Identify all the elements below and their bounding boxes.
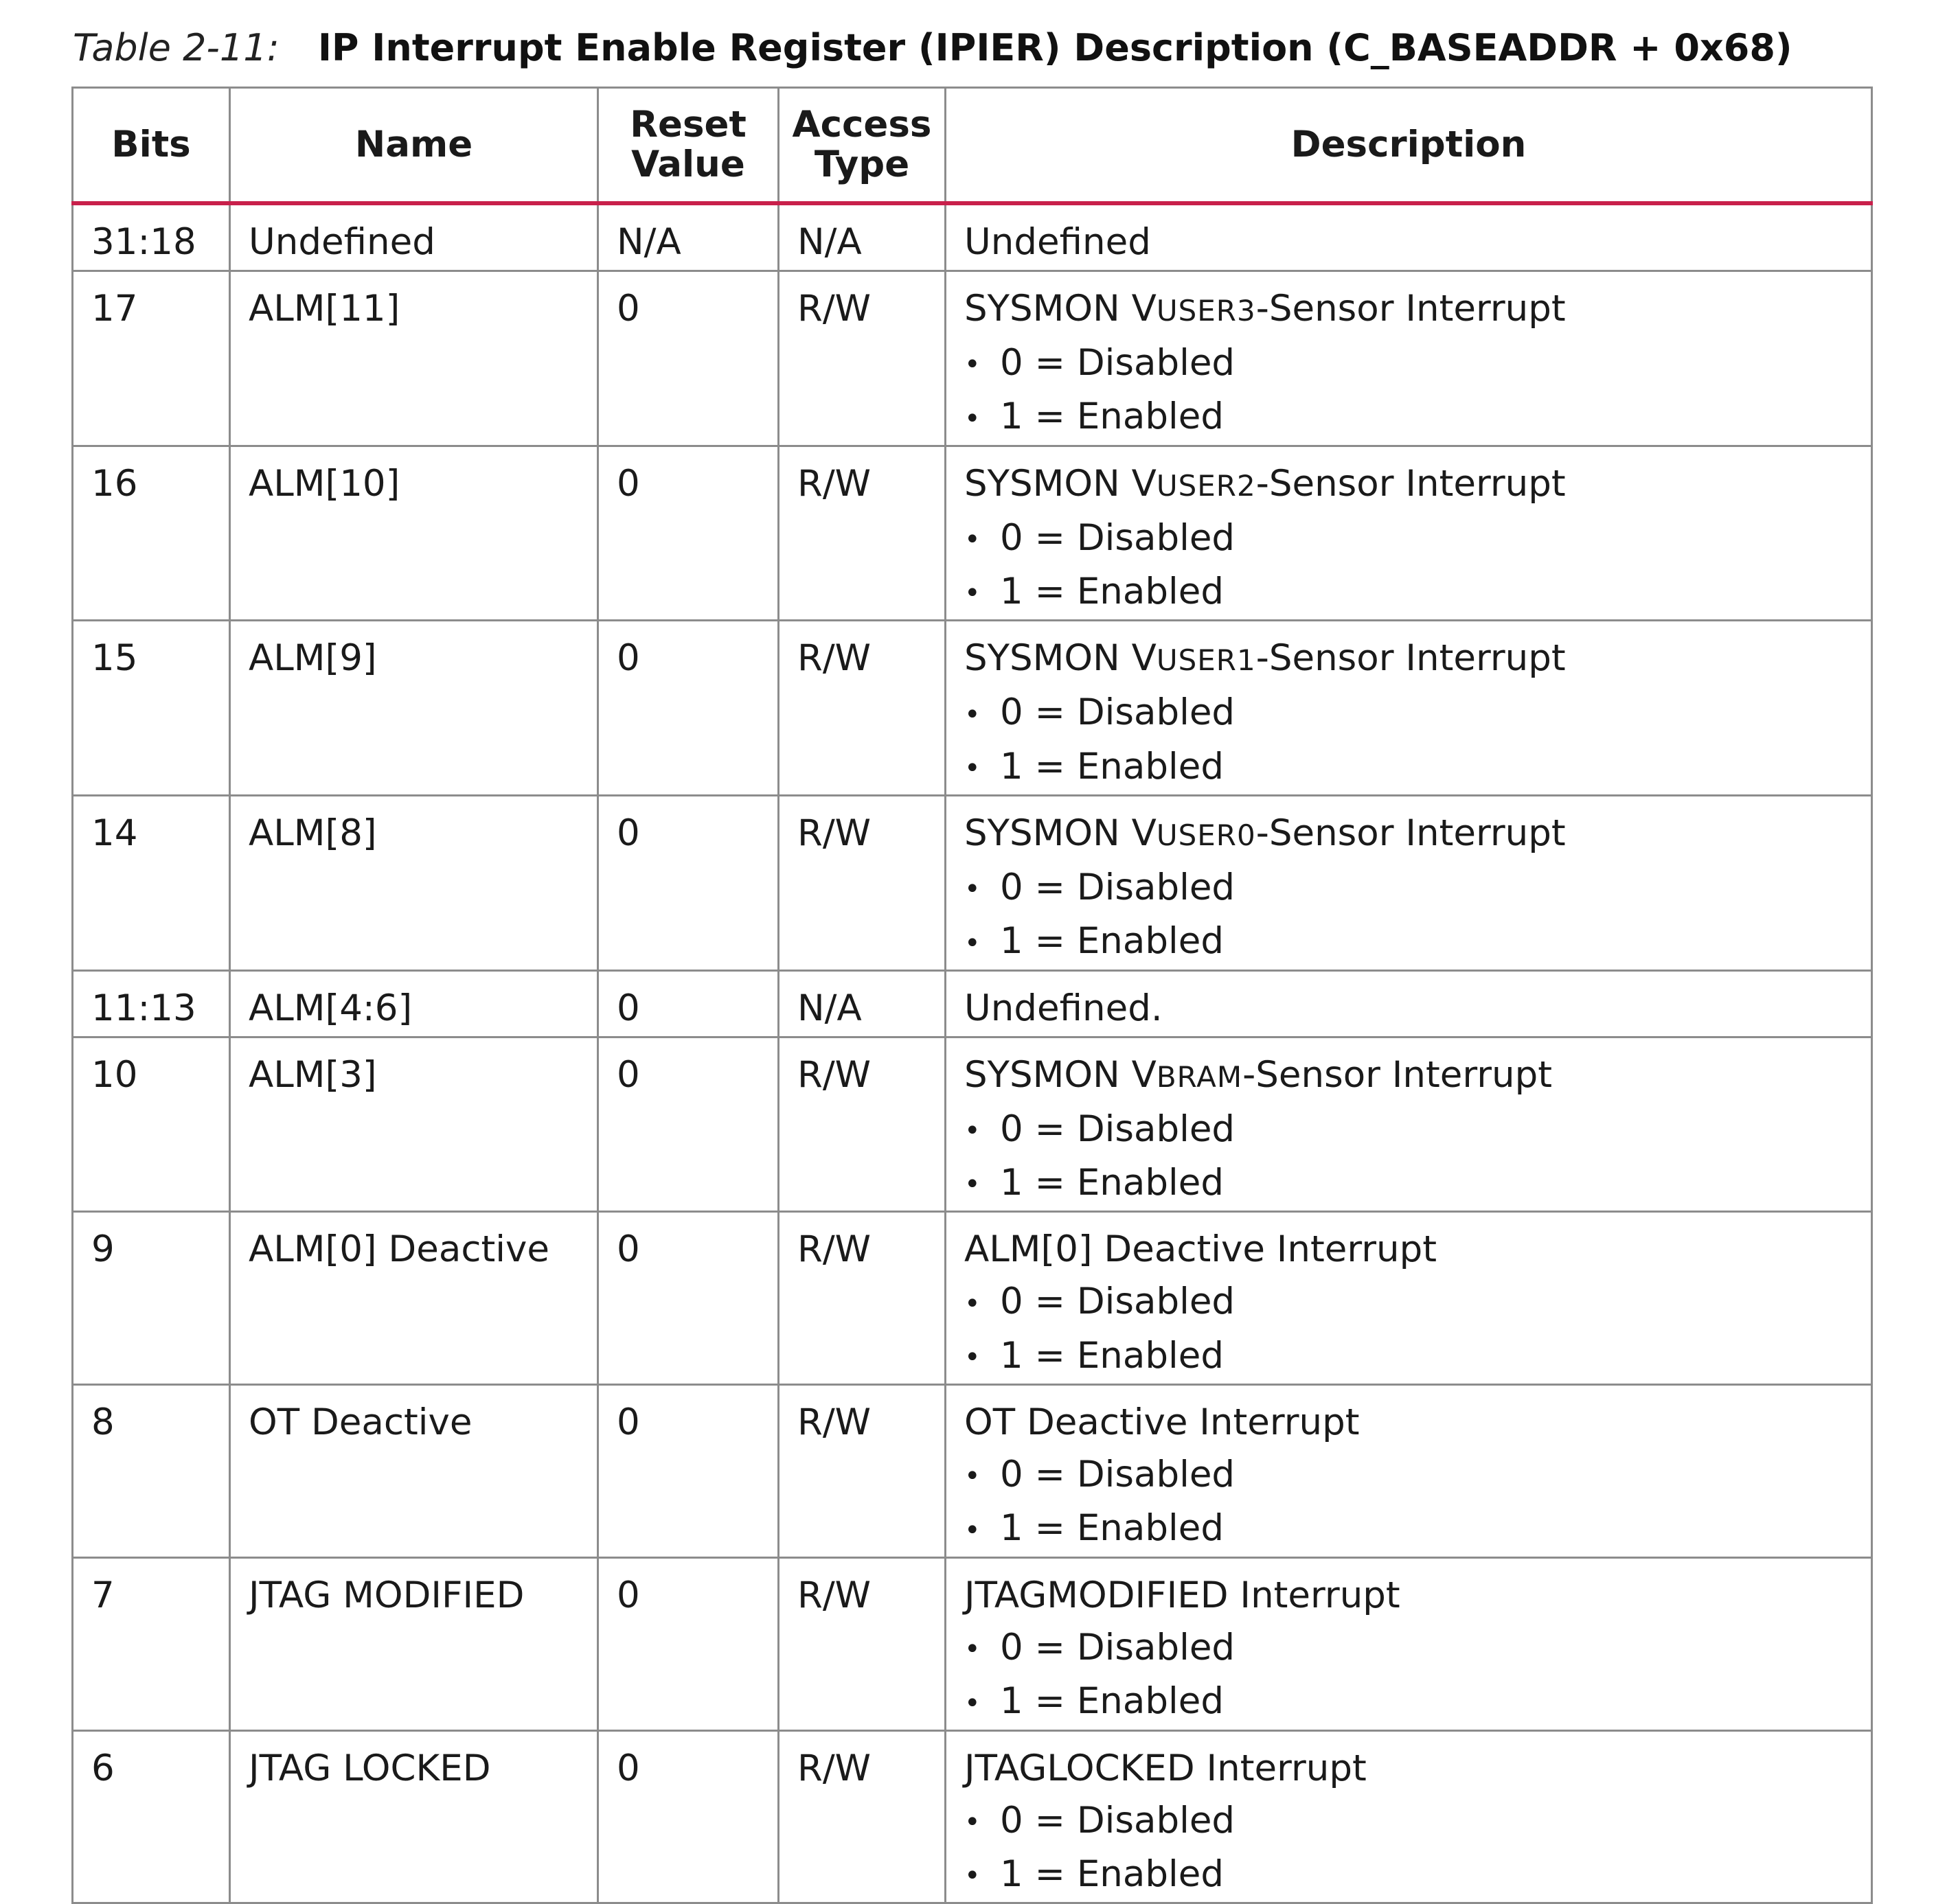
bullet-dot-icon: •: [964, 1287, 981, 1320]
cell-description: [946, 1385, 1872, 1558]
cell-name: JTAG MODIFIED: [230, 1557, 598, 1730]
header-access-type: [779, 88, 946, 204]
cell-bits: 8: [73, 1385, 230, 1558]
bullet-disabled: • 0 = Disabled: [964, 1449, 1853, 1502]
cell-name: ALM[0] Deactive: [230, 1212, 598, 1385]
header-description: Description: [946, 88, 1872, 204]
cell-reset: 0: [598, 796, 779, 971]
bullet-dot-icon: •: [964, 1514, 981, 1546]
bullet-disabled: • 0 = Disabled: [964, 687, 1853, 740]
header-reset-value: [598, 88, 779, 204]
bullet-enabled: • 1 = Enabled: [964, 1157, 1853, 1211]
table-caption-title: IP Interrupt Enable Register (IPIER) Description (C_BASEADDR + 0x68): [317, 26, 1792, 69]
cell-description: Undefined: [946, 203, 1872, 271]
header-name: Name: [230, 88, 598, 204]
cell-reset: 0: [598, 970, 779, 1037]
bullet-dot-icon: •: [964, 753, 981, 785]
bullet-enabled: • 1 = Enabled: [964, 1848, 1853, 1902]
bullet-disabled: • 0 = Disabled: [964, 512, 1853, 566]
description-title: SYSMON VUSER0-Sensor Interrupt: [964, 812, 1566, 855]
bullet-dot-icon: •: [964, 873, 981, 906]
cell-bits: 17: [73, 271, 230, 446]
cell-name: ALM[3]: [230, 1037, 598, 1212]
cell-name: ALM[4:6]: [230, 970, 598, 1037]
bullet-enabled: • 1 = Enabled: [964, 1502, 1853, 1556]
table-row: [73, 621, 1872, 796]
bullet-dot-icon: •: [964, 1460, 981, 1493]
cell-description: [946, 621, 1872, 796]
cell-reset: 0: [598, 1557, 779, 1730]
cell-reset: 0: [598, 1730, 779, 1903]
table-row: [73, 970, 1872, 1037]
cell-description: [946, 446, 1872, 621]
table-caption-label: Table 2-11:: [73, 26, 280, 69]
bullet-dot-icon: •: [964, 524, 981, 556]
bullet-dot-icon: •: [964, 1806, 981, 1838]
table-row: [73, 1037, 1872, 1212]
bullet-disabled: • 0 = Disabled: [964, 1795, 1853, 1848]
description-title: ALM[0] Deactive Interrupt: [964, 1228, 1437, 1271]
header-reset-line1: Reset: [630, 104, 747, 146]
table-row: [73, 203, 1872, 271]
bullet-enabled: • 1 = Enabled: [964, 915, 1853, 969]
cell-description: [946, 271, 1872, 446]
cell-reset: 0: [598, 271, 779, 446]
cell-reset: 0: [598, 446, 779, 621]
cell-access: N/A: [779, 203, 946, 271]
cell-access: R/W: [779, 271, 946, 446]
cell-description: [946, 1557, 1872, 1730]
table-header-row: [73, 88, 1872, 204]
table-caption: [73, 21, 1792, 76]
bullet-dot-icon: •: [964, 1860, 981, 1892]
description-title: JTAGLOCKED Interrupt: [964, 1747, 1367, 1789]
description-title: SYSMON VBRAM-Sensor Interrupt: [964, 1053, 1553, 1096]
cell-bits: 31:18: [73, 203, 230, 271]
bullet-dot-icon: •: [964, 1633, 981, 1666]
cell-access: R/W: [779, 1385, 946, 1558]
bullet-enabled: • 1 = Enabled: [964, 741, 1853, 794]
description-title: SYSMON VUSER2-Sensor Interrupt: [964, 462, 1566, 505]
bullet-dot-icon: •: [964, 577, 981, 610]
table-row: [73, 1385, 1872, 1558]
cell-bits: 9: [73, 1212, 230, 1385]
table-row: [73, 271, 1872, 446]
cell-description: [946, 1037, 1872, 1212]
bullet-disabled: • 0 = Disabled: [964, 1276, 1853, 1329]
bullet-enabled: • 1 = Enabled: [964, 1330, 1853, 1384]
header-reset-line2: Value: [631, 144, 745, 185]
cell-bits: 11:13: [73, 970, 230, 1037]
cell-description: Undefined.: [946, 970, 1872, 1037]
bullet-dot-icon: •: [964, 1687, 981, 1719]
bullet-enabled: • 1 = Enabled: [964, 391, 1853, 444]
cell-description: [946, 1212, 1872, 1385]
cell-name: Undefined: [230, 203, 598, 271]
cell-name: OT Deactive: [230, 1385, 598, 1558]
cell-name: JTAG LOCKED: [230, 1730, 598, 1903]
bullet-disabled: • 0 = Disabled: [964, 1103, 1853, 1157]
bullet-dot-icon: •: [964, 1115, 981, 1147]
cell-reset: 0: [598, 1212, 779, 1385]
cell-bits: 14: [73, 796, 230, 971]
cell-bits: 7: [73, 1557, 230, 1730]
cell-name: ALM[8]: [230, 796, 598, 971]
cell-reset: 0: [598, 621, 779, 796]
header-access-line1: Access: [792, 104, 932, 146]
cell-access: R/W: [779, 1212, 946, 1385]
description-title: SYSMON VUSER1-Sensor Interrupt: [964, 637, 1566, 680]
description-title: SYSMON VUSER3-Sensor Interrupt: [964, 288, 1566, 330]
cell-access: R/W: [779, 1557, 946, 1730]
cell-reset: 0: [598, 1385, 779, 1558]
cell-name: ALM[10]: [230, 446, 598, 621]
bullet-dot-icon: •: [964, 927, 981, 959]
bullet-enabled: • 1 = Enabled: [964, 566, 1853, 619]
cell-access: R/W: [779, 1037, 946, 1212]
bullet-dot-icon: •: [964, 1342, 981, 1374]
cell-bits: 6: [73, 1730, 230, 1903]
cell-reset: N/A: [598, 203, 779, 271]
description-title: OT Deactive Interrupt: [964, 1401, 1360, 1444]
cell-access: N/A: [779, 970, 946, 1037]
bullet-dot-icon: •: [964, 402, 981, 435]
bullet-disabled: • 0 = Disabled: [964, 862, 1853, 915]
cell-description: [946, 1730, 1872, 1903]
cell-reset: 0: [598, 1037, 779, 1212]
bullet-dot-icon: •: [964, 1169, 981, 1201]
table-row: [73, 1557, 1872, 1730]
table-row: [73, 446, 1872, 621]
table-row: [73, 796, 1872, 971]
cell-access: R/W: [779, 1730, 946, 1903]
cell-description: [946, 796, 1872, 971]
table-row: [73, 1730, 1872, 1903]
table-row: [73, 1212, 1872, 1385]
register-table: [71, 87, 1873, 1904]
cell-access: R/W: [779, 796, 946, 971]
cell-access: R/W: [779, 446, 946, 621]
cell-bits: 15: [73, 621, 230, 796]
bullet-disabled: • 0 = Disabled: [964, 337, 1853, 391]
cell-bits: 10: [73, 1037, 230, 1212]
bullet-dot-icon: •: [964, 698, 981, 731]
description-title: JTAGMODIFIED Interrupt: [964, 1574, 1400, 1616]
header-access-line2: Type: [814, 144, 910, 185]
bullet-disabled: • 0 = Disabled: [964, 1622, 1853, 1675]
cell-name: ALM[11]: [230, 271, 598, 446]
header-bits: Bits: [73, 88, 230, 204]
cell-name: ALM[9]: [230, 621, 598, 796]
cell-access: R/W: [779, 621, 946, 796]
bullet-dot-icon: •: [964, 349, 981, 381]
bullet-enabled: • 1 = Enabled: [964, 1675, 1853, 1729]
cell-bits: 16: [73, 446, 230, 621]
